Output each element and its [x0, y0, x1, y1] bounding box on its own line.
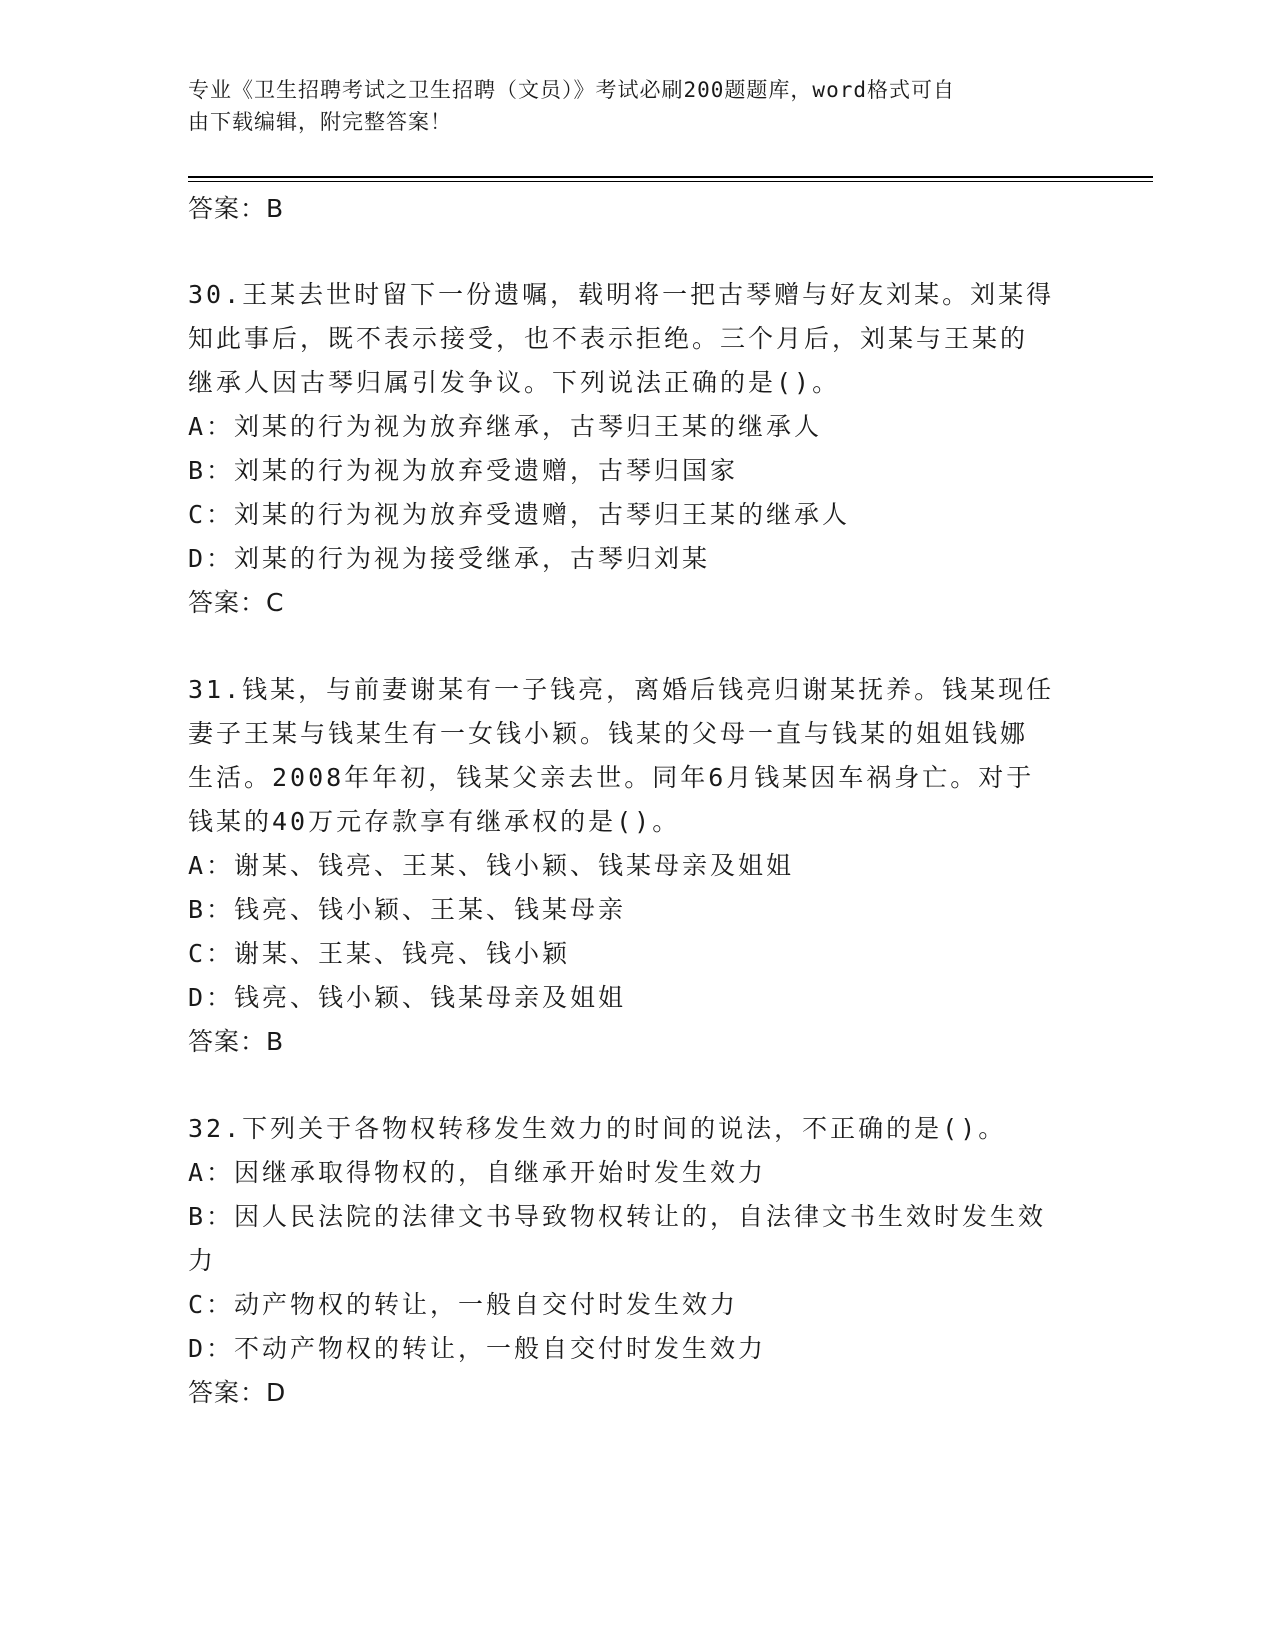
- header-rule-thin: [188, 181, 1153, 182]
- q31-option-c: C：谢某、王某、钱亮、钱小颖: [188, 939, 571, 968]
- q32-answer: 答案：D: [188, 1378, 287, 1407]
- q32-option-a: A：因继承取得物权的，自继承开始时发生效力: [188, 1158, 767, 1187]
- q32-option-b: B：因人民法院的法律文书导致物权转让的，自法律文书生效时发生效: [188, 1202, 1047, 1231]
- answer-previous: 答案：B: [188, 194, 285, 223]
- q30-stem-line-1: 30.王某去世时留下一份遗嘱，载明将一把古琴赠与好友刘某。刘某得: [188, 280, 1055, 309]
- q32-option-d: D：不动产物权的转让，一般自交付时发生效力: [188, 1334, 767, 1363]
- q30-option-c: C：刘某的行为视为放弃受遗赠，古琴归王某的继承人: [188, 500, 851, 529]
- q31-stem-line-2: 妻子王某与钱某生有一女钱小颖。钱某的父母一直与钱某的姐姐钱娜: [188, 719, 1029, 748]
- q32-option-c: C：动产物权的转让，一般自交付时发生效力: [188, 1290, 739, 1319]
- header-rule: [188, 176, 1153, 178]
- q31-option-a: A：谢某、钱亮、王某、钱小颖、钱某母亲及姐姐: [188, 851, 795, 880]
- q30-answer: 答案：C: [188, 588, 285, 617]
- q31-stem-line-1: 31.钱某，与前妻谢某有一子钱亮，离婚后钱亮归谢某抚养。钱某现任: [188, 675, 1055, 704]
- q30-stem-line-3: 继承人因古琴归属引发争议。下列说法正确的是()。: [188, 368, 841, 397]
- q31-stem-line-4: 钱某的40万元存款享有继承权的是()。: [188, 807, 681, 836]
- q31-option-d: D：钱亮、钱小颖、钱某母亲及姐姐: [188, 983, 627, 1012]
- q31-stem-line-3: 生活。2008年年初，钱某父亲去世。同年6月钱某因车祸身亡。对于: [188, 763, 1035, 792]
- q30-stem-line-2: 知此事后，既不表示接受，也不表示拒绝。三个月后，刘某与王某的: [188, 324, 1029, 353]
- q30-option-a: A：刘某的行为视为放弃继承，古琴归王某的继承人: [188, 412, 823, 441]
- header-line-2: 由下载编辑，附完整答案！: [188, 110, 452, 134]
- q32-stem-line-1: 32.下列关于各物权转移发生效力的时间的说法，不正确的是()。: [188, 1114, 1007, 1143]
- q30-option-b: B：刘某的行为视为放弃受遗赠，古琴归国家: [188, 456, 739, 485]
- q30-option-d: D：刘某的行为视为接受继承，古琴归刘某: [188, 544, 711, 573]
- q31-option-b: B：钱亮、钱小颖、王某、钱某母亲: [188, 895, 627, 924]
- document-header: [188, 74, 1068, 138]
- q32-option-b-cont: 力: [188, 1246, 217, 1275]
- q31-answer: 答案：B: [188, 1027, 285, 1056]
- header-line-1: 专业《卫生招聘考试之卫生招聘（文员）》考试必刷200题题库，word格式可自: [188, 78, 955, 102]
